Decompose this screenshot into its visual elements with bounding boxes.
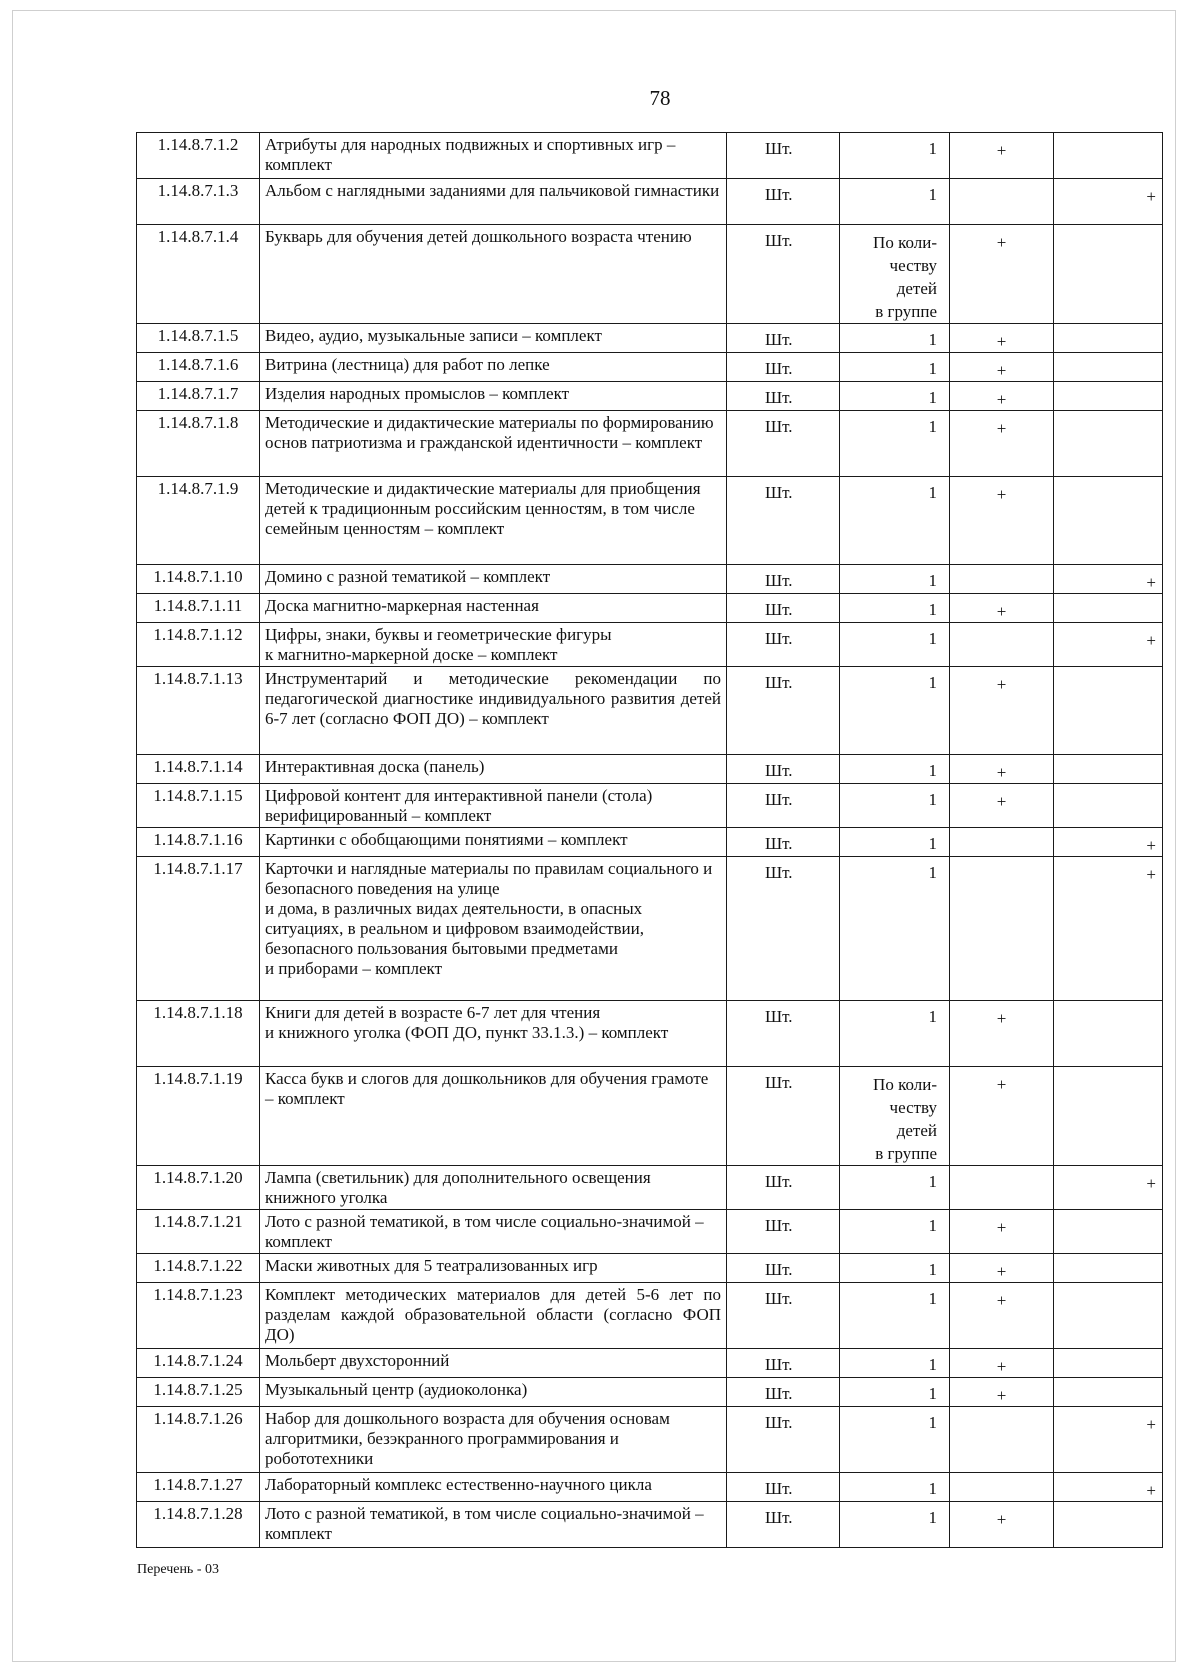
row-unit: Шт.: [727, 1283, 840, 1349]
row-mark-col5: [1054, 353, 1163, 382]
row-mark-col4: +: [950, 133, 1054, 179]
row-unit: Шт.: [727, 1001, 840, 1067]
row-unit: Шт.: [727, 353, 840, 382]
row-name: Комплект методических материалов для детей 5-6 лет по разделам каждой образовательной области (согласно ФОП ДО): [260, 1283, 727, 1349]
row-unit: Шт.: [727, 594, 840, 623]
row-name: Набор для дошкольного возраста для обучения основам алгоритмики, безэкранного программирования и робототехники: [260, 1407, 727, 1473]
row-code: 1.14.8.7.1.3: [137, 179, 260, 225]
row-mark-col4: +: [950, 1210, 1054, 1254]
row-mark-col4: +: [950, 1001, 1054, 1067]
row-quantity: 1: [840, 594, 950, 623]
row-name: Карточки и наглядные материалы по правилам социального и безопасного поведения на улице и дома, в различных видах деятельности, в опасных ситуациях, в реальном и цифровом взаимодействии, безопасного пользования бытовыми предметами и приборами – комплект: [260, 857, 727, 1001]
row-code: 1.14.8.7.1.9: [137, 477, 260, 565]
row-name: Картинки с обобщающими понятиями – комплект: [260, 828, 727, 857]
row-mark-col5: [1054, 594, 1163, 623]
row-mark-col5: [1054, 382, 1163, 411]
table-row: [137, 133, 1163, 179]
row-code: 1.14.8.7.1.17: [137, 857, 260, 1001]
row-unit: Шт.: [727, 667, 840, 755]
table-row: [137, 411, 1163, 477]
row-name: Витрина (лестница) для работ по лепке: [260, 353, 727, 382]
row-unit: Шт.: [727, 477, 840, 565]
row-mark-col4: [950, 1473, 1054, 1502]
row-mark-col4: +: [950, 477, 1054, 565]
row-name: Интерактивная доска (панель): [260, 755, 727, 784]
row-mark-col4: [950, 857, 1054, 1001]
row-mark-col5: [1054, 411, 1163, 477]
row-mark-col4: +: [950, 1283, 1054, 1349]
table-row: [137, 1283, 1163, 1349]
row-code: 1.14.8.7.1.2: [137, 133, 260, 179]
row-mark-col5: [1054, 1502, 1163, 1548]
page-number: 78: [649, 86, 671, 110]
row-quantity: 1: [840, 179, 950, 225]
row-mark-col5: +: [1054, 857, 1163, 1001]
row-unit: Шт.: [727, 1254, 840, 1283]
row-code: 1.14.8.7.1.15: [137, 784, 260, 828]
row-mark-col5: [1054, 667, 1163, 755]
table-row: [137, 857, 1163, 1001]
row-code: 1.14.8.7.1.6: [137, 353, 260, 382]
row-quantity: 1: [840, 382, 950, 411]
row-unit: Шт.: [727, 1349, 840, 1378]
row-name: Книги для детей в возрасте 6-7 лет для чтения и книжного уголка (ФОП ДО, пункт 33.1.3.) – комплект: [260, 1001, 727, 1067]
row-code: 1.14.8.7.1.4: [137, 225, 260, 324]
row-mark-col5: +: [1054, 1407, 1163, 1473]
row-name: Касса букв и слогов для дошкольников для обучения грамоте – комплект: [260, 1067, 727, 1166]
row-name: Изделия народных промыслов – комплект: [260, 382, 727, 411]
row-code: 1.14.8.7.1.26: [137, 1407, 260, 1473]
row-unit: Шт.: [727, 225, 840, 324]
row-name: Домино с разной тематикой – комплект: [260, 565, 727, 594]
table-row: [137, 1067, 1163, 1166]
row-quantity: 1: [840, 623, 950, 667]
row-quantity: 1: [840, 1166, 950, 1210]
row-unit: Шт.: [727, 828, 840, 857]
table-row: [137, 1349, 1163, 1378]
row-unit: Шт.: [727, 1473, 840, 1502]
row-quantity: 1: [840, 477, 950, 565]
row-code: 1.14.8.7.1.28: [137, 1502, 260, 1548]
row-mark-col4: [950, 565, 1054, 594]
row-unit: Шт.: [727, 784, 840, 828]
row-name: Лампа (светильник) для дополнительного освещения книжного уголка: [260, 1166, 727, 1210]
table-row: [137, 324, 1163, 353]
row-code: 1.14.8.7.1.22: [137, 1254, 260, 1283]
row-quantity: 1: [840, 1283, 950, 1349]
row-quantity: 1: [840, 133, 950, 179]
row-unit: Шт.: [727, 1067, 840, 1166]
row-mark-col5: +: [1054, 179, 1163, 225]
row-mark-col4: [950, 1166, 1054, 1210]
row-name: Лабораторный комплекс естественно-научного цикла: [260, 1473, 727, 1502]
row-mark-col5: [1054, 755, 1163, 784]
row-mark-col4: +: [950, 225, 1054, 324]
row-code: 1.14.8.7.1.20: [137, 1166, 260, 1210]
row-quantity: 1: [840, 411, 950, 477]
row-code: 1.14.8.7.1.10: [137, 565, 260, 594]
row-unit: Шт.: [727, 1378, 840, 1407]
row-name: Атрибуты для народных подвижных и спортивных игр – комплект: [260, 133, 727, 179]
row-mark-col5: [1054, 1210, 1163, 1254]
row-name: Мольберт двухсторонний: [260, 1349, 727, 1378]
row-code: 1.14.8.7.1.27: [137, 1473, 260, 1502]
row-name: Методические и дидактические материалы для приобщения детей к традиционным российским ценностям, в том числе семейным ценностям – комплект: [260, 477, 727, 565]
row-quantity: 1: [840, 755, 950, 784]
row-mark-col5: [1054, 784, 1163, 828]
row-code: 1.14.8.7.1.16: [137, 828, 260, 857]
row-mark-col5: +: [1054, 565, 1163, 594]
row-unit: Шт.: [727, 1166, 840, 1210]
row-name: Инструментарий и методические рекомендации по педагогической диагностике индивидуального развития детей 6-7 лет (согласно ФОП ДО) – комплект: [260, 667, 727, 755]
row-unit: Шт.: [727, 1210, 840, 1254]
row-unit: Шт.: [727, 133, 840, 179]
table-row: [137, 565, 1163, 594]
row-quantity: 1: [840, 1349, 950, 1378]
row-mark-col4: +: [950, 594, 1054, 623]
row-mark-col4: [950, 179, 1054, 225]
row-code: 1.14.8.7.1.5: [137, 324, 260, 353]
row-mark-col4: +: [950, 1254, 1054, 1283]
footer-label: Перечень - 03: [137, 1562, 219, 1577]
row-quantity: 1: [840, 353, 950, 382]
table-row: [137, 667, 1163, 755]
row-quantity: По коли- честву детей в группе: [840, 1067, 950, 1166]
row-quantity: 1: [840, 1254, 950, 1283]
row-quantity: 1: [840, 1473, 950, 1502]
row-name: Лото с разной тематикой, в том числе социально-значимой – комплект: [260, 1210, 727, 1254]
table-row: [137, 353, 1163, 382]
row-mark-col4: +: [950, 382, 1054, 411]
row-code: 1.14.8.7.1.11: [137, 594, 260, 623]
row-mark-col4: +: [950, 1502, 1054, 1548]
row-quantity: 1: [840, 1378, 950, 1407]
row-name: Букварь для обучения детей дошкольного возраста чтению: [260, 225, 727, 324]
row-quantity: 1: [840, 784, 950, 828]
table-row: [137, 755, 1163, 784]
table-row: [137, 1254, 1163, 1283]
row-mark-col5: +: [1054, 1473, 1163, 1502]
table-row: [137, 594, 1163, 623]
equipment-table: [136, 132, 1163, 1548]
row-code: 1.14.8.7.1.24: [137, 1349, 260, 1378]
table-row: [137, 179, 1163, 225]
table-row: [137, 477, 1163, 565]
row-name: Альбом с наглядными заданиями для пальчиковой гимнастики: [260, 179, 727, 225]
row-mark-col5: [1054, 225, 1163, 324]
row-mark-col4: [950, 1407, 1054, 1473]
row-mark-col4: +: [950, 1349, 1054, 1378]
row-quantity: 1: [840, 1210, 950, 1254]
row-unit: Шт.: [727, 623, 840, 667]
row-quantity: 1: [840, 1502, 950, 1548]
row-unit: Шт.: [727, 755, 840, 784]
row-name: Цифры, знаки, буквы и геометрические фигуры к магнитно-маркерной доске – комплект: [260, 623, 727, 667]
row-unit: Шт.: [727, 565, 840, 594]
table-row: [137, 623, 1163, 667]
row-mark-col5: [1054, 477, 1163, 565]
table-row: [137, 225, 1163, 324]
table-row: [137, 1407, 1163, 1473]
table-row: [137, 1166, 1163, 1210]
table-row: [137, 1473, 1163, 1502]
table-row: [137, 1001, 1163, 1067]
row-mark-col4: +: [950, 784, 1054, 828]
row-quantity: По коли- честву детей в группе: [840, 225, 950, 324]
row-name: Методические и дидактические материалы по формированию основ патриотизма и гражданской идентичности – комплект: [260, 411, 727, 477]
row-name: Цифровой контент для интерактивной панели (стола) верифицированный – комплект: [260, 784, 727, 828]
row-mark-col5: [1054, 1349, 1163, 1378]
row-name: Лото с разной тематикой, в том числе социально-значимой – комплект: [260, 1502, 727, 1548]
table-row: [137, 784, 1163, 828]
row-unit: Шт.: [727, 324, 840, 353]
row-mark-col5: +: [1054, 1166, 1163, 1210]
row-mark-col5: +: [1054, 623, 1163, 667]
row-code: 1.14.8.7.1.25: [137, 1378, 260, 1407]
row-code: 1.14.8.7.1.12: [137, 623, 260, 667]
row-unit: Шт.: [727, 179, 840, 225]
row-name: Маски животных для 5 театрализованных игр: [260, 1254, 727, 1283]
row-mark-col4: +: [950, 324, 1054, 353]
table-row: [137, 1210, 1163, 1254]
row-code: 1.14.8.7.1.7: [137, 382, 260, 411]
row-code: 1.14.8.7.1.14: [137, 755, 260, 784]
row-code: 1.14.8.7.1.23: [137, 1283, 260, 1349]
row-mark-col5: [1054, 133, 1163, 179]
row-name: Видео, аудио, музыкальные записи – комплект: [260, 324, 727, 353]
row-mark-col5: +: [1054, 828, 1163, 857]
table-row: [137, 1378, 1163, 1407]
row-mark-col5: [1054, 1001, 1163, 1067]
row-code: 1.14.8.7.1.13: [137, 667, 260, 755]
row-quantity: 1: [840, 1001, 950, 1067]
row-code: 1.14.8.7.1.18: [137, 1001, 260, 1067]
table-row: [137, 1502, 1163, 1548]
table-row: [137, 828, 1163, 857]
row-quantity: 1: [840, 324, 950, 353]
row-mark-col4: +: [950, 1067, 1054, 1166]
row-quantity: 1: [840, 857, 950, 1001]
row-mark-col5: [1054, 324, 1163, 353]
row-code: 1.14.8.7.1.21: [137, 1210, 260, 1254]
row-code: 1.14.8.7.1.8: [137, 411, 260, 477]
row-mark-col4: [950, 623, 1054, 667]
row-mark-col5: [1054, 1283, 1163, 1349]
row-quantity: 1: [840, 1407, 950, 1473]
row-mark-col4: [950, 828, 1054, 857]
row-mark-col5: [1054, 1067, 1163, 1166]
row-mark-col4: +: [950, 1378, 1054, 1407]
row-mark-col4: +: [950, 353, 1054, 382]
row-unit: Шт.: [727, 1502, 840, 1548]
row-mark-col4: +: [950, 667, 1054, 755]
row-code: 1.14.8.7.1.19: [137, 1067, 260, 1166]
row-mark-col4: +: [950, 755, 1054, 784]
row-mark-col5: [1054, 1254, 1163, 1283]
row-unit: Шт.: [727, 382, 840, 411]
row-mark-col5: [1054, 1378, 1163, 1407]
row-name: Доска магнитно-маркерная настенная: [260, 594, 727, 623]
row-quantity: 1: [840, 565, 950, 594]
row-mark-col4: +: [950, 411, 1054, 477]
row-name: Музыкальный центр (аудиоколонка): [260, 1378, 727, 1407]
row-quantity: 1: [840, 667, 950, 755]
table-row: [137, 382, 1163, 411]
row-unit: Шт.: [727, 411, 840, 477]
row-quantity: 1: [840, 828, 950, 857]
row-unit: Шт.: [727, 1407, 840, 1473]
row-unit: Шт.: [727, 857, 840, 1001]
